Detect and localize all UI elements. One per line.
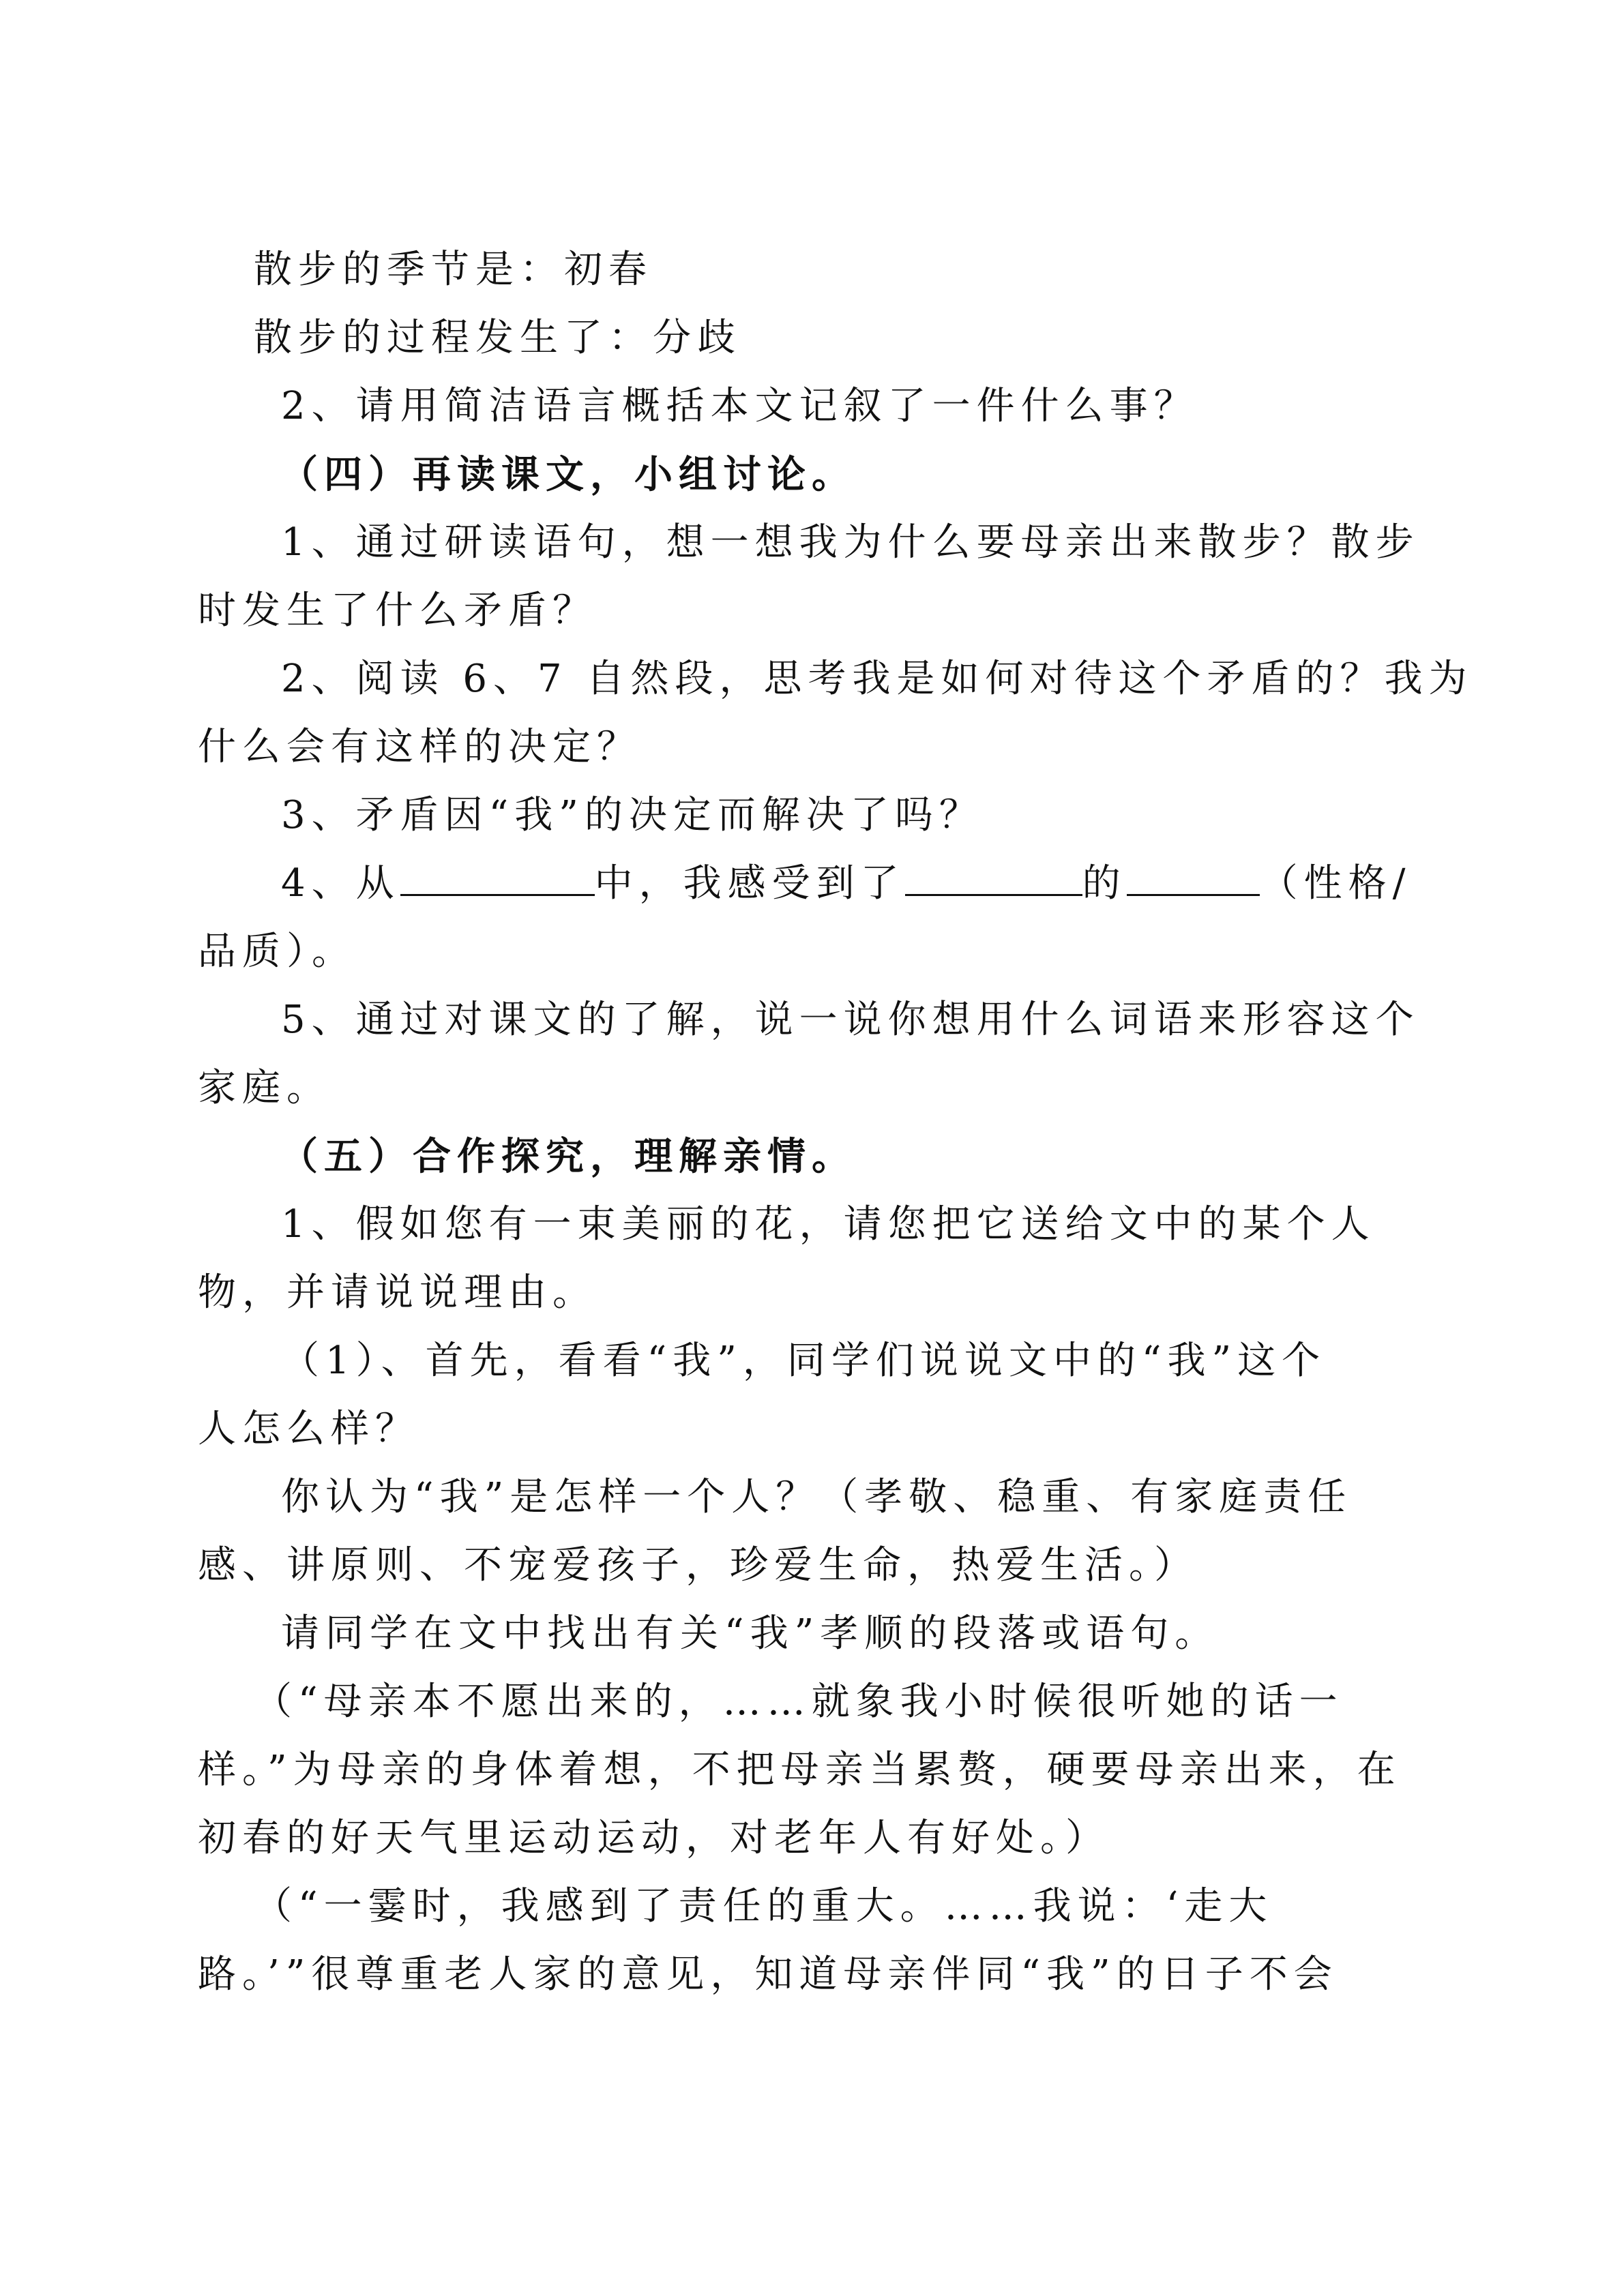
quote-line: （“一霎时，我感到了责任的重大。……我说：‘走大 [254, 1884, 1273, 1928]
question-line: 2、阅读 6、7 自然段，思考我是如何对待这个矛盾的？我为 [281, 657, 1473, 701]
fill-in-connector: 的 [1082, 861, 1127, 906]
text-line: 家庭。 [198, 1066, 331, 1110]
fill-in-blank-1[interactable] [400, 853, 595, 896]
text-line: 散步的过程发生了：分歧 [254, 316, 741, 360]
text-line: 什么会有这样的决定？ [198, 725, 641, 769]
question-line: （1）、首先，看看“我”，同学们说说文中的“我”这个 [281, 1339, 1327, 1383]
fill-in-blank-2[interactable] [905, 853, 1082, 896]
section-heading-4: （四）再读课文，小组讨论。 [280, 452, 856, 497]
fill-in-prefix: 4、从 [281, 861, 400, 906]
question-line: 3、矛盾因“我”的决定而解决了吗？ [281, 793, 984, 837]
fill-in-question [281, 850, 1432, 918]
fill-in-middle: 中，我感受到了 [594, 861, 905, 906]
question-line: 1、通过研读语句，想一想我为什么要母亲出来散步？散步 [281, 520, 1420, 565]
text-line: 请同学在文中找出有关“我”孝顺的段落或语句。 [281, 1611, 1220, 1656]
quote-line: （“母亲本不愿出来的，……就象我小时候很听她的话一 [254, 1680, 1344, 1724]
text-line: 散步的季节是：初春 [254, 248, 653, 292]
fill-in-suffix: （性格/ [1259, 861, 1412, 906]
text-line: 你认为“我”是怎样一个人？（孝敬、稳重、有家庭责任 [281, 1475, 1353, 1519]
text-line: 物，并请说说理由。 [198, 1270, 597, 1315]
fill-in-blank-3[interactable] [1127, 853, 1260, 896]
section-heading-5: （五）合作探究，理解亲情。 [280, 1134, 856, 1179]
question-line: 1、假如您有一束美丽的花，请您把它送给文中的某个人 [281, 1202, 1376, 1247]
text-line: 初春的好天气里运动运动，对老年人有好处。） [198, 1816, 1110, 1860]
text-line: 样。”为母亲的身体着想，不把母亲当累赘，硬要母亲出来，在 [198, 1748, 1402, 1792]
text-line: 人怎么样？ [198, 1407, 419, 1451]
question-line: 5、通过对课文的了解，说一说你想用什么词语来形容这个 [281, 998, 1420, 1042]
question-line: 2、请用简洁语言概括本文记叙了一件什么事？ [281, 384, 1198, 428]
text-line: 时发生了什么矛盾？ [198, 588, 597, 633]
text-line: 品质）。 [198, 929, 356, 974]
text-line: 路。’”很尊重老人家的意见，知道母亲伴同“我”的日子不会 [198, 1952, 1338, 1997]
text-line: 感、讲原则、不宠爱孩子，珍爱生命，热爱生活。） [198, 1543, 1198, 1587]
